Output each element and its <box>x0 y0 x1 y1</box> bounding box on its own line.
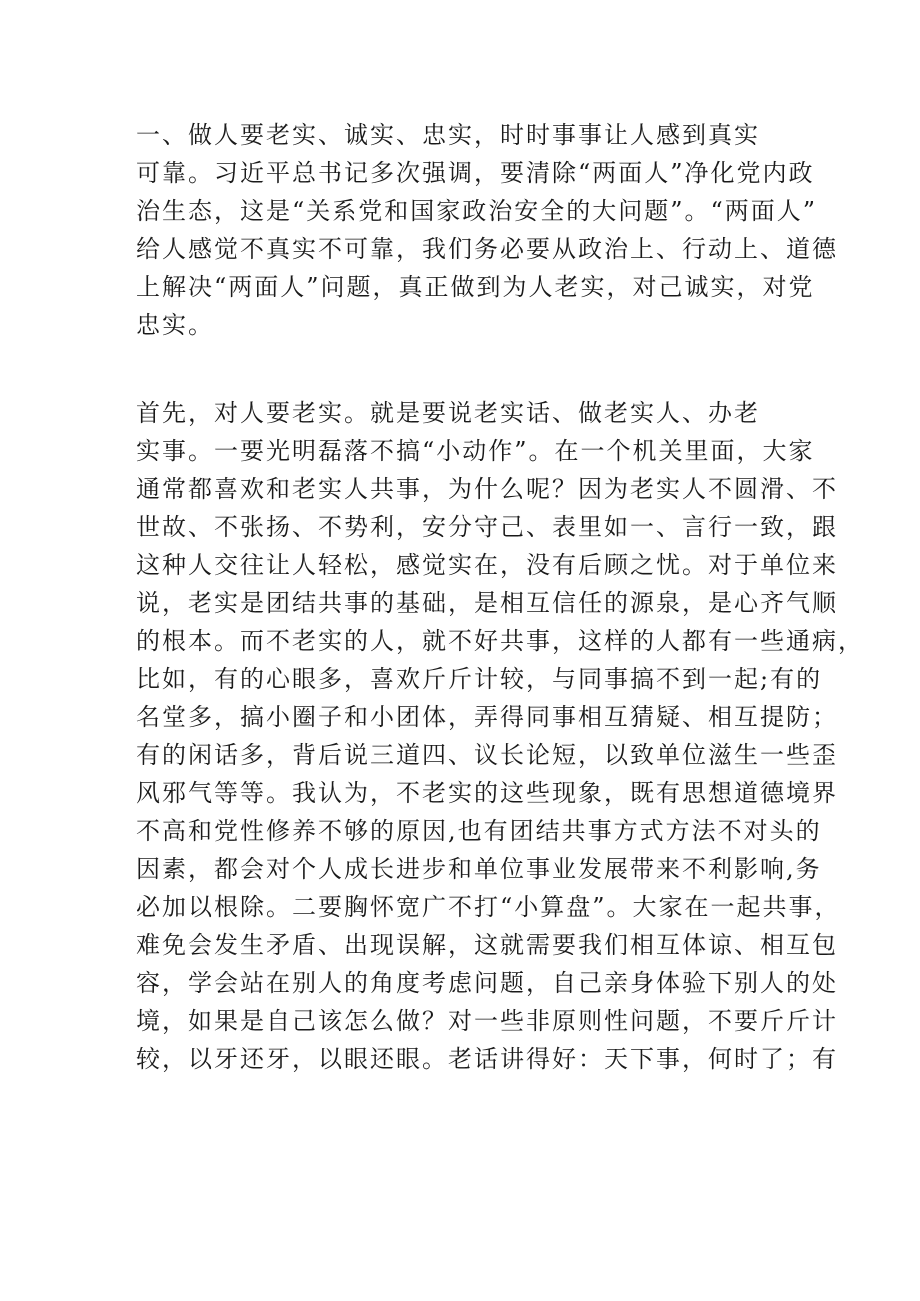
paragraph-line: 一、做人要老实、诚实、忠实，时时事事让人感到真实 <box>136 121 760 149</box>
paragraph-line: 实事。一要光明磊落不搞“小动作”。在一个机关里面，大家 <box>136 437 815 465</box>
paragraph-line: 不高和党性修养不够的原因,也有团结共事方式方法不对头的 <box>136 817 822 845</box>
paragraph-line: 必加以根除。二要胸怀宽广不打“小算盘”。大家在一起共事， <box>136 893 841 921</box>
paragraph-line: 比如，有的心眼多，喜欢斤斤计较，与同事搞不到一起;有的 <box>136 665 823 693</box>
paragraph-line: 可靠。习近平总书记多次强调，要清除“两面人”净化党内政 <box>136 159 815 187</box>
paragraph-line: 上解决“两面人”问题，真正做到为人老实，对己诚实，对党 <box>136 273 815 301</box>
paragraph-2 <box>136 394 864 1078</box>
paragraph-line: 通常都喜欢和老实人共事，为什么呢？因为老实人不圆滑、不 <box>136 475 838 503</box>
paragraph-line: 名堂多，搞小圈子和小团体，弄得同事相互猜疑、相互提防； <box>136 703 838 731</box>
paragraph-line: 世故、不张扬、不势利，安分守己、表里如一、言行一致，跟 <box>136 513 838 541</box>
paragraph-1 <box>136 116 838 344</box>
paragraph-line: 风邪气等等。我认为，不老实的这些现象，既有思想道德境界 <box>136 779 838 807</box>
paragraph-line: 这种人交往让人轻松，感觉实在，没有后顾之忧。对于单位来 <box>136 551 838 579</box>
paragraph-line: 说，老实是团结共事的基础，是相互信任的源泉，是心齐气顺 <box>136 589 838 617</box>
paragraph-line: 有的闲话多，背后说三道四、议长论短，以致单位滋生一些歪 <box>136 741 838 769</box>
paragraph-line: 忠实。 <box>136 311 214 339</box>
paragraph-line: 容，学会站在别人的角度考虑问题，自己亲身体验下别人的处 <box>136 969 838 997</box>
paragraph-line: 给人感觉不真实不可靠，我们务必要从政治上、行动上、道德 <box>136 235 838 263</box>
paragraph-line: 境，如果是自己该怎么做？对一些非原则性问题，不要斤斤计 <box>136 1007 838 1035</box>
paragraph-line: 的根本。而不老实的人，就不好共事，这样的人都有一些通病， <box>136 627 864 655</box>
paragraph-line: 较，以牙还牙，以眼还眼。老话讲得好：天下事，何时了；有 <box>136 1045 838 1073</box>
paragraph-line: 因素，都会对个人成长进步和单位事业发展带来不利影响,务 <box>136 855 822 883</box>
paragraph-line: 首先，对人要老实。就是要说老实话、做老实人、办老 <box>136 399 760 427</box>
paragraph-line: 治生态，这是“关系党和国家政治安全的大问题”。“两面人” <box>136 197 818 225</box>
paragraph-line: 难免会发生矛盾、出现误解，这就需要我们相互体谅、相互包 <box>136 931 838 959</box>
